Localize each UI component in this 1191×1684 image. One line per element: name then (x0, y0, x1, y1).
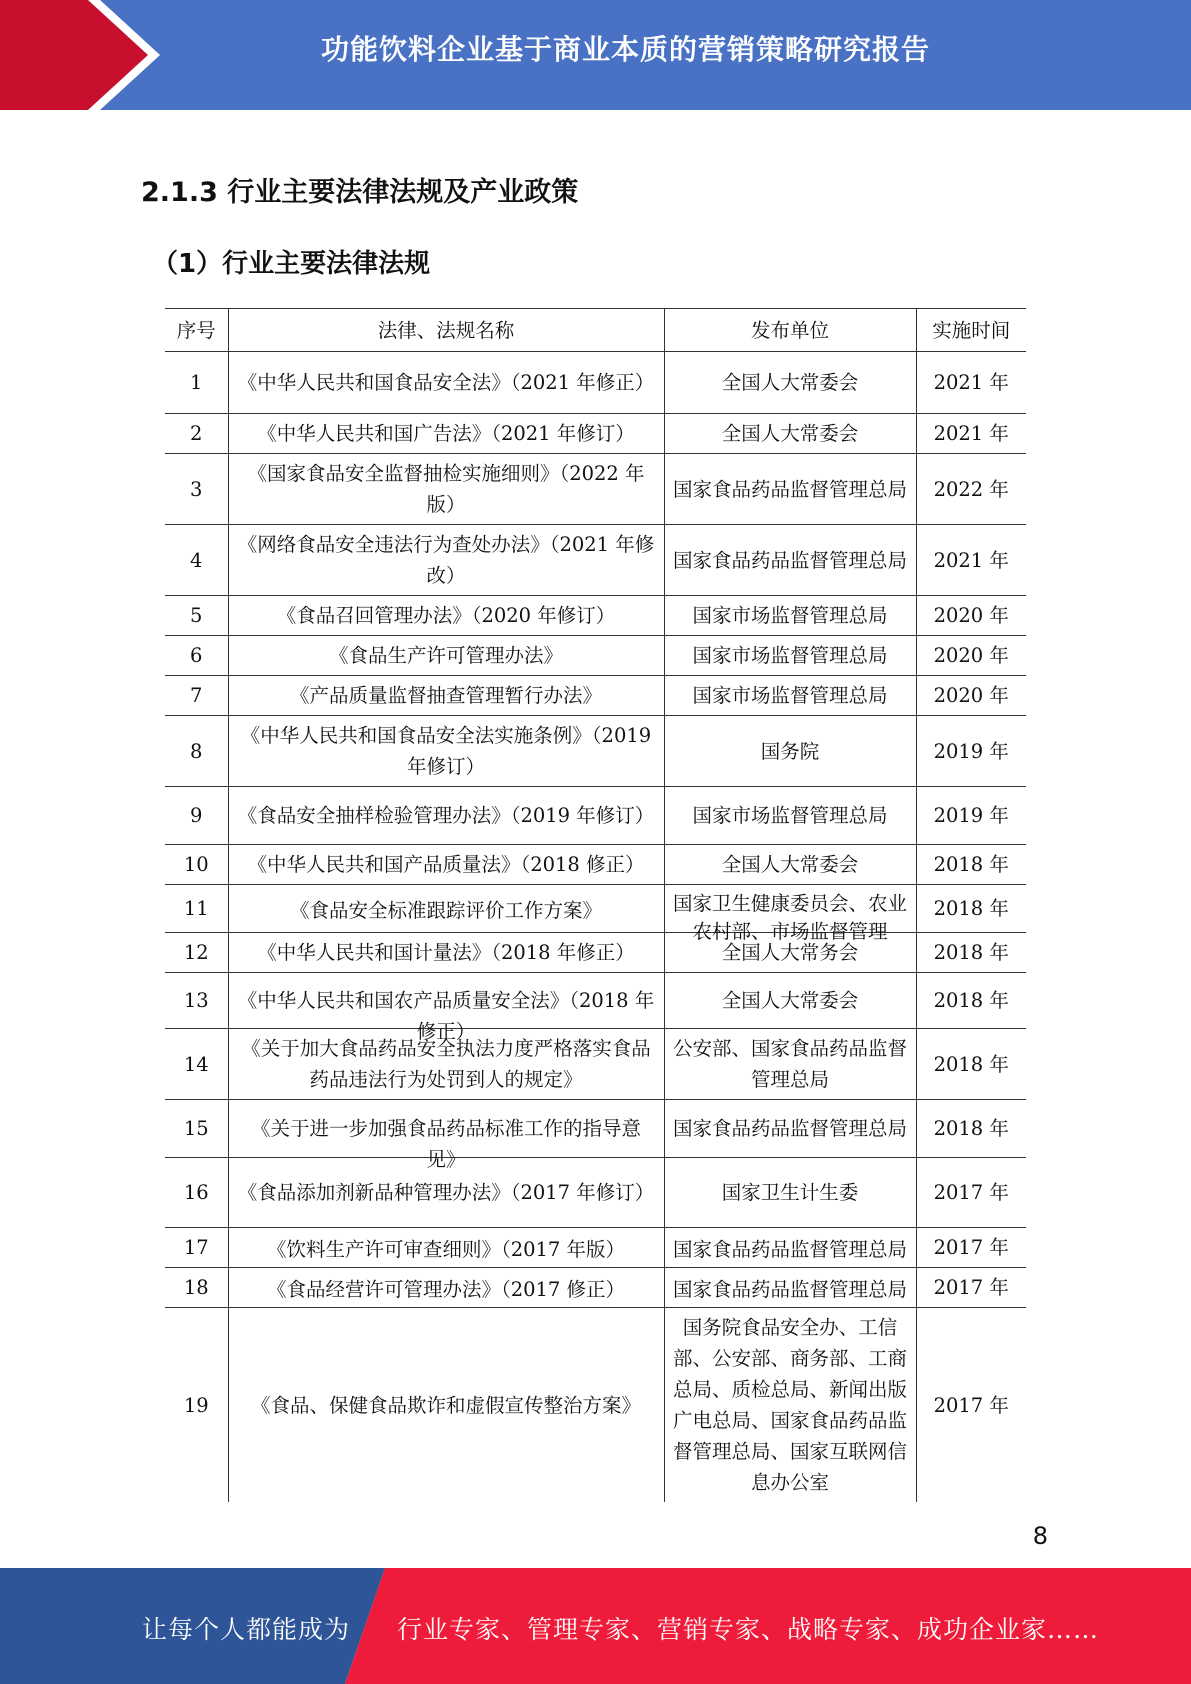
row-index (165, 352, 228, 414)
issuer-text: 国家市场监督管理总局 (692, 804, 888, 827)
law-name (228, 596, 664, 636)
row-index (165, 454, 228, 525)
footer-slogan-left: 让每个人都能成为 (142, 1615, 351, 1644)
law-name (228, 676, 664, 716)
effective-date-text: 2018 年 (933, 897, 1009, 920)
table-header-row (165, 309, 1026, 352)
row-index (165, 676, 228, 716)
effective-date (916, 676, 1026, 716)
effective-date-text: 2018 年 (933, 989, 1009, 1012)
law-name-text: 《食品安全标准跟踪评价工作方案》 (289, 898, 602, 922)
effective-date (916, 787, 1026, 845)
effective-date (916, 933, 1026, 973)
law-name (228, 1100, 664, 1171)
issuer-text: 国务院 (760, 739, 820, 763)
row-index (165, 787, 228, 845)
law-name (228, 1308, 664, 1503)
issuer-text: 全国人大常委会 (721, 989, 859, 1012)
table-row (165, 636, 1026, 676)
table-row (165, 676, 1026, 716)
effective-date (916, 525, 1026, 596)
row-index-text: 7 (190, 684, 203, 707)
issuer-text: 国家食品药品监督管理总局 (672, 1277, 907, 1301)
table-row (165, 1268, 1026, 1308)
effective-date-text: 2018 年 (933, 1052, 1009, 1076)
effective-date-text: 2017 年 (933, 1276, 1009, 1299)
issuer-text: 全国人大常委会 (721, 371, 859, 394)
table-row (165, 933, 1026, 973)
table-row (165, 787, 1026, 845)
row-index-text: 11 (183, 897, 209, 920)
law-name-text: 《食品召回管理办法》（2020 年修订） (276, 604, 616, 627)
table-row (165, 1029, 1026, 1100)
issuer-text: 全国人大常委会 (721, 853, 859, 876)
law-name (228, 414, 664, 454)
col-header-issuer: 发布单位 (664, 309, 916, 352)
law-name-text: 《网络食品安全违法行为查处办法》（2021 年修改） (237, 533, 655, 587)
issuer (664, 973, 916, 1029)
issuer-text: 国家市场监督管理总局 (692, 604, 888, 627)
effective-date (916, 1228, 1026, 1268)
issuer (664, 596, 916, 636)
effective-date (916, 352, 1026, 414)
issuer (664, 845, 916, 885)
issuer-text: 国家食品药品监督管理总局 (672, 1117, 907, 1140)
law-name (228, 525, 664, 596)
row-index (165, 596, 228, 636)
law-name-text: 《中华人民共和国食品安全法实施条例》（2019 年修订） (240, 724, 652, 778)
col-header-name: 法律、法规名称 (228, 309, 664, 352)
effective-date-text: 2021 年 (933, 548, 1009, 572)
table-row (165, 352, 1026, 414)
law-name-text: 《食品添加剂新品种管理办法》（2017 年修订） (237, 1181, 655, 1204)
row-index-text: 14 (183, 1052, 209, 1076)
table-row (165, 1228, 1026, 1268)
effective-date-text: 2021 年 (933, 371, 1009, 394)
effective-date (916, 1308, 1026, 1503)
row-index (165, 973, 228, 1029)
effective-date (916, 1100, 1026, 1158)
table-row (165, 596, 1026, 636)
issuer-text: 国家卫生健康委员会、农业农村部、市场监督管理 (672, 891, 907, 943)
row-index (165, 1100, 228, 1158)
issuer (664, 352, 916, 414)
row-index-text: 19 (183, 1393, 209, 1417)
row-index (165, 1268, 228, 1308)
row-index-text: 12 (183, 941, 209, 964)
table-row (165, 454, 1026, 525)
issuer-text: 国家食品药品监督管理总局 (672, 1237, 907, 1261)
law-name-text: 《关于进一步加强食品药品标准工作的指导意见》 (250, 1117, 641, 1171)
law-name (228, 454, 664, 525)
table-row (165, 414, 1026, 454)
effective-date-text: 2018 年 (933, 853, 1009, 876)
row-index-text: 17 (183, 1236, 209, 1259)
footer-slogan-right: 行业专家、管理专家、营销专家、战略专家、成功企业家…… (397, 1615, 1100, 1644)
row-index (165, 1029, 228, 1100)
issuer (664, 525, 916, 596)
law-name (228, 973, 664, 1043)
issuer (664, 636, 916, 676)
effective-date-text: 2021 年 (933, 422, 1009, 445)
row-index-text: 15 (183, 1117, 209, 1140)
effective-date-text: 2017 年 (933, 1393, 1009, 1417)
law-name-text: 《中华人民共和国产品质量法》（2018 修正） (247, 853, 645, 876)
subsection-heading: （1）行业主要法律法规 (152, 249, 431, 279)
effective-date-text: 2017 年 (933, 1236, 1009, 1259)
row-index (165, 525, 228, 596)
effective-date-text: 2017 年 (933, 1181, 1009, 1204)
law-name (228, 1268, 664, 1308)
law-name (228, 885, 664, 933)
effective-date (916, 1268, 1026, 1308)
section-heading: 2.1.3 行业主要法律法规及产业政策 (141, 177, 579, 208)
issuer (664, 1308, 916, 1503)
law-name (228, 933, 664, 973)
issuer (664, 454, 916, 525)
report-title: 功能饮料企业基于商业本质的营销策略研究报告 (320, 33, 930, 66)
col-header-date: 实施时间 (916, 309, 1026, 352)
table-row (165, 716, 1026, 787)
law-name-text: 《饮料生产许可审查细则》（2017 年版） (266, 1237, 626, 1261)
law-name (228, 1228, 664, 1268)
law-name-text: 《中华人民共和国食品安全法》（2021 年修正） (237, 371, 655, 394)
table-body (165, 352, 1026, 1503)
effective-date-text: 2020 年 (933, 644, 1009, 667)
issuer (664, 414, 916, 454)
row-index (165, 1158, 228, 1228)
law-name (228, 787, 664, 845)
table-row (165, 1158, 1026, 1228)
effective-date-text: 2020 年 (933, 604, 1009, 627)
law-name-text: 《国家食品安全监督抽检实施细则》（2022 年版） (247, 462, 645, 516)
effective-date (916, 1158, 1026, 1228)
table-row (165, 845, 1026, 885)
row-index-text: 3 (190, 477, 203, 501)
effective-date-text: 2022 年 (933, 477, 1009, 501)
law-name-text: 《食品生产许可管理办法》 (328, 644, 563, 667)
issuer (664, 716, 916, 787)
row-index (165, 1308, 228, 1503)
table-row (165, 885, 1026, 933)
law-name-text: 《产品质量监督抽查管理暂行办法》 (289, 684, 602, 707)
effective-date (916, 454, 1026, 525)
row-index-text: 18 (183, 1276, 209, 1299)
table-row (165, 525, 1026, 596)
law-name-text: 《食品经营许可管理办法》（2017 修正） (266, 1277, 626, 1301)
row-index (165, 1228, 228, 1268)
issuer-text: 国务院食品安全办、工信部、公安部、商务部、工商总局、质检总局、新闻出版广电总局、国家食品药品监督管理总局、国家互联网信息办公室 (672, 1316, 907, 1494)
table-row (165, 1308, 1026, 1503)
row-index-text: 2 (190, 422, 203, 445)
row-index-text: 4 (190, 548, 203, 572)
row-index-text: 13 (183, 989, 209, 1012)
effective-date (916, 845, 1026, 885)
row-index-text: 6 (190, 644, 203, 667)
issuer (664, 787, 916, 845)
issuer-text: 国家市场监督管理总局 (692, 644, 888, 667)
page-header (0, 0, 1191, 110)
row-index-text: 10 (183, 853, 209, 876)
issuer-text: 国家食品药品监督管理总局 (672, 548, 907, 572)
laws-table (165, 308, 1026, 1502)
row-index-text: 8 (190, 739, 203, 763)
effective-date (916, 1029, 1026, 1100)
table-row (165, 1100, 1026, 1158)
issuer (664, 1029, 916, 1100)
row-index-text: 9 (190, 804, 203, 827)
issuer (664, 676, 916, 716)
law-name (228, 845, 664, 885)
row-index (165, 716, 228, 787)
law-name-text: 《食品、保健食品欺诈和虚假宣传整治方案》 (250, 1393, 641, 1417)
effective-date (916, 636, 1026, 676)
effective-date (916, 716, 1026, 787)
row-index (165, 885, 228, 933)
effective-date (916, 414, 1026, 454)
col-header-index: 序号 (165, 309, 228, 352)
effective-date-text: 2018 年 (933, 1117, 1009, 1140)
page-footer (0, 1568, 1191, 1684)
law-name-text: 《中华人民共和国计量法》（2018 年修正） (257, 941, 635, 964)
row-index-text: 5 (190, 604, 203, 627)
issuer-text: 公安部、国家食品药品监督管理总局 (672, 1037, 907, 1091)
issuer-text: 全国人大常务会 (721, 941, 859, 964)
issuer (664, 1268, 916, 1308)
effective-date (916, 885, 1026, 933)
effective-date (916, 973, 1026, 1029)
table-row (165, 973, 1026, 1029)
issuer (664, 1158, 916, 1228)
law-name (228, 636, 664, 676)
effective-date-text: 2020 年 (933, 684, 1009, 707)
issuer (664, 885, 916, 943)
page-number: 8 (1032, 1522, 1048, 1550)
law-name (228, 1029, 664, 1100)
effective-date-text: 2019 年 (933, 739, 1009, 763)
effective-date (916, 596, 1026, 636)
effective-date-text: 2019 年 (933, 804, 1009, 827)
row-index (165, 414, 228, 454)
row-index-text: 1 (190, 371, 203, 394)
row-index (165, 933, 228, 973)
issuer (664, 1228, 916, 1268)
issuer (664, 1100, 916, 1158)
issuer-text: 国家市场监督管理总局 (692, 684, 888, 707)
law-name-text: 《关于加大食品药品安全执法力度严格落实食品药品违法行为处罚到人的规定》 (241, 1037, 651, 1091)
law-name (228, 716, 664, 787)
issuer-text: 国家卫生计生委 (721, 1181, 859, 1204)
row-index-text: 16 (183, 1181, 209, 1204)
issuer-text: 全国人大常委会 (721, 422, 859, 445)
law-name-text: 《食品安全抽样检验管理办法》（2019 年修订） (237, 804, 655, 827)
row-index (165, 845, 228, 885)
effective-date-text: 2018 年 (933, 941, 1009, 964)
law-name (228, 352, 664, 414)
row-index (165, 636, 228, 676)
issuer-text: 国家食品药品监督管理总局 (672, 477, 907, 501)
law-name-text: 《中华人民共和国农产品质量安全法》（2018 年修正） (237, 989, 655, 1043)
law-name-text: 《中华人民共和国广告法》（2021 年修订） (257, 422, 635, 445)
